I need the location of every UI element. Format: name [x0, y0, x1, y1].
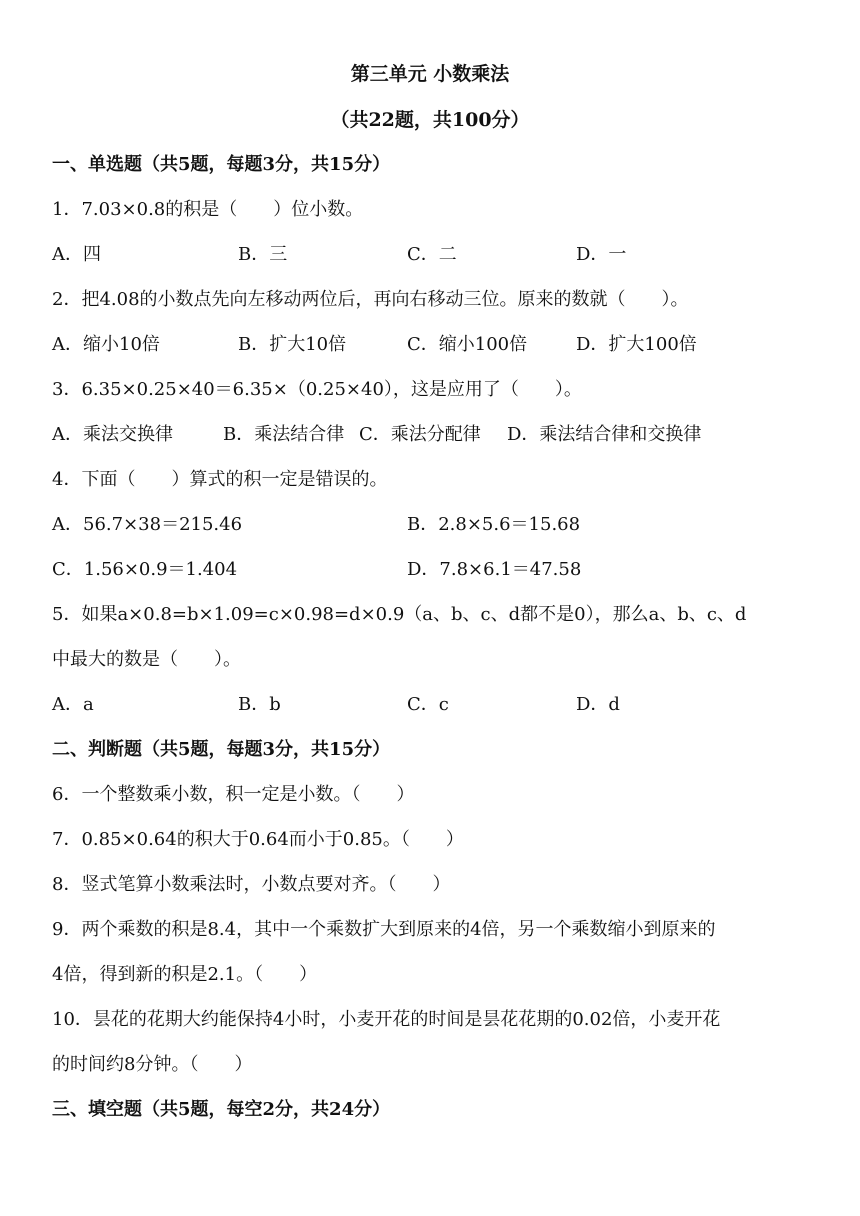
page-subtitle: （共22题，共100分） [330, 109, 530, 131]
q4-option-c: C．1.56×0.9＝1.404 [52, 559, 238, 580]
q4-option-b: B．2.8×5.6＝15.68 [407, 514, 581, 535]
q1-option-c: C．二 [407, 244, 457, 265]
q3-option-c: C．乘法分配律 [359, 424, 481, 445]
q2-option-d: D．扩大100倍 [576, 334, 697, 355]
q5-option-d: D．d [576, 694, 620, 715]
question-5-line-2: 中最大的数是（ ）。 [52, 649, 241, 670]
q3-option-d: D．乘法结合律和交换律 [507, 424, 702, 445]
q4-option-a: A．56.7×38＝215.46 [52, 514, 243, 535]
q2-option-c: C．缩小100倍 [407, 334, 528, 355]
question-10-line-1: 10．昙花的花期大约能保持4小时，小麦开花的时间是昙花花期的0.02倍，小麦开花 [52, 1009, 721, 1030]
question-3: 3．6.35×0.25×40＝6.35×（0.25×40），这是应用了（ ）。 [52, 379, 582, 400]
question-9-line-1: 9．两个乘数的积是8.4，其中一个乘数扩大到原来的4倍，另一个乘数缩小到原来的 [52, 919, 716, 940]
section-heading-fill-blank: 三、填空题（共5题，每空2分，共24分） [52, 1099, 391, 1120]
q5-option-a: A．a [52, 694, 94, 715]
question-4: 4．下面（ ）算式的积一定是错误的。 [52, 469, 388, 490]
q5-option-b: B．b [238, 694, 281, 715]
question-10-line-2: 的时间约8分钟。（ ） [52, 1054, 253, 1075]
q2-option-a: A．缩小10倍 [52, 334, 160, 355]
page-title: 第三单元 小数乘法 [350, 63, 510, 85]
question-2: 2．把4.08的小数点先向左移动两位后，再向右移动三位。原来的数就（ ）。 [52, 289, 689, 310]
q5-option-c: C．c [407, 694, 449, 715]
q4-option-d: D．7.8×6.1＝47.58 [407, 559, 582, 580]
q3-option-b: B．乘法结合律 [223, 424, 345, 445]
q1-option-b: B．三 [238, 244, 288, 265]
question-8: 8．竖式笔算小数乘法时，小数点要对齐。（ ） [52, 874, 451, 895]
question-6: 6．一个整数乘小数，积一定是小数。（ ） [52, 784, 415, 805]
question-1: 1．7.03×0.8的积是（ ）位小数。 [52, 199, 364, 220]
section-heading-true-false: 二、判断题（共5题，每题3分，共15分） [52, 739, 391, 760]
question-7: 7．0.85×0.64的积大于0.64而小于0.85。（ ） [52, 829, 464, 850]
q3-option-a: A．乘法交换律 [52, 424, 173, 445]
q1-option-d: D．一 [576, 244, 627, 265]
question-5-line-1: 5．如果a×0.8=b×1.09=c×0.98=d×0.9（a、b、c、d都不是0），那么a、b、c、d [52, 604, 747, 625]
q1-option-a: A．四 [52, 244, 101, 265]
q2-option-b: B．扩大10倍 [238, 334, 347, 355]
question-9-line-2: 4倍，得到新的积是2.1。（ ） [52, 964, 318, 985]
section-heading-single-choice: 一、单选题（共5题，每题3分，共15分） [52, 154, 391, 175]
